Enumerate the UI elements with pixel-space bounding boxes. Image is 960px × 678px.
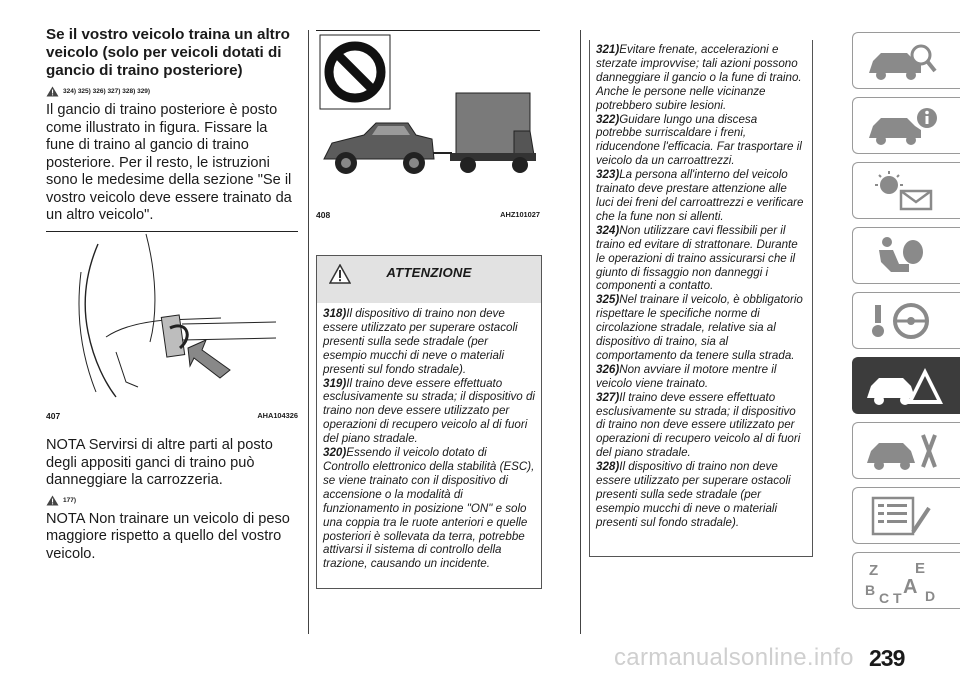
towing-illustration [316,31,540,203]
index-letter-a: A [903,576,918,598]
tab-starting-driving[interactable] [852,292,960,349]
index-letter-c: C [879,590,890,605]
index-letter-z: Z [869,562,879,579]
intro-paragraph: Il gancio di traino posteriore è posto come illustrato in figura. Fissare la fune di traino al gancio di traino posteriore. Per il resto, le istruzioni sono le medesime della sezione "Se il vostro veicolo deve essere trainato da un altro veicolo". [46,102,292,223]
column-divider [308,30,309,634]
page-number: 239 [869,645,905,671]
note-item: 326)Non avviare il motore mentre il veicolo viene trainato. [596,362,777,390]
notes-block [46,437,298,563]
tab-index[interactable] [852,552,960,609]
tab-car-info[interactable] [852,97,960,154]
note-item: 319)Il traino deve essere effettuato esclusivamente su strada; il dispositivo di traino non deve essere utilizzato per operazioni di recupero veicolo al di fuori del piano stradale. [323,376,536,446]
refs-text: 177) [63,496,77,504]
seat-airbag-icon [863,234,943,278]
tab-technical-data[interactable] [852,487,960,544]
warning-triangle-icon [46,86,59,97]
tab-maintenance[interactable] [852,422,960,479]
left-column [46,26,298,225]
warning-notes [317,303,541,571]
note-item: 321)Evitare frenate, accelerazioni e sterzate improvvise; tali azioni possono danneggiare il gancio o la fune di traino. Anche le persone nelle vicinanze potrebbero subire lesioni. [596,43,802,112]
index-letter-e: E [915,560,926,577]
tab-warning-lights[interactable] [852,162,960,219]
car-tools-icon [863,429,943,473]
figure-408-caption [316,210,540,220]
note-item: 322)Guidare lungo una discesa potrebbe surriscaldare i freni, riducendone l'efficacia. Far trasportare il veicolo da un carroattrezzi. [596,112,802,168]
tab-safety[interactable] [852,227,960,284]
chapter-tabs [852,32,960,638]
tab-car-knowledge[interactable] [852,32,960,89]
refs-top [46,86,298,97]
index-letter-b: B [865,582,876,598]
key-steering-wheel-icon [863,299,943,343]
nota-2: NOTA Non trainare un veicolo di peso maggiore rispetto a quello del vostro veicolo. [46,510,290,562]
note-item: 323)La persona all'interno del veicolo trainato deve prestare attenzione alle luci dei freni del carroattrezzi e verificare che la fune non si allenti. [596,168,804,223]
watermark: carmanualsonline.info [614,644,854,671]
note-item: 327)Il traino deve essere effettuato esclusivamente su strada; il dispositivo di traino non deve essere utilizzato per operazioni di recupero veicolo al di fuori del piano stradale. [596,390,801,460]
section-title: Se il vostro veicolo traina un altro veicolo (solo per veicoli dotati di gancio di traino posteriore) [46,26,290,79]
note-item: 318)Il dispositivo di traino non deve essere utilizzato per superare ostacoli presenti sulla sede stradale (per esempio mucchi di neve o materiali presenti sul fondo stradale). [323,307,518,376]
tow-hook-illustration [46,232,298,402]
warning-box [316,255,542,589]
car-emergency-icon [863,364,943,408]
tab-emergency[interactable] [852,357,960,414]
warning-lights-icon [863,169,943,213]
figure-number: 408 [316,210,331,220]
nota-1: NOTA Servirsi di altre parti al posto degli appositi ganci di traino può danneggiare la carrozzeria. [46,437,273,488]
figure-code: AHZ101027 [500,210,540,219]
column-divider [580,30,581,634]
refs-mid [46,495,298,506]
note-item: 320)Essendo il veicolo dotato di Controllo elettronico della stabilità (ESC), se viene trainato con il dispositivo di accensione o la modalità di funzionamento in posizione "ON" e solo una coppia tra le ruote anteriori e quelle posteriori è sollevata da terra, potrebbe attivarsi il sistema di controllo della trazione, causando un incidente. [323,446,535,571]
warning-header [317,256,541,303]
note-item: 328)Il dispositivo di traino non deve essere utilizzato per superare ostacoli presenti sulla sede stradale (per esempio mucchi di neve o materiali presenti sul fondo stradale). [596,460,791,529]
car-magnifier-icon [863,39,943,83]
figure-407-caption [46,411,298,421]
note-item: 324)Non utilizzare cavi flessibili per il traino ed evitare di strattonare. Durante le operazioni di traino assicurarsi che il giunto di fissaggio non danneggi i componenti a contatto. [596,223,798,293]
alphabet-index-icon [863,559,943,605]
warning-notes [590,40,812,530]
note-item: 325)Nel trainare il veicolo, è obbligatorio rispettare le specifiche norme di circolazione stradale, relative sia al dispositivo di traino, sia al comportamento da tenere sulla strada. [596,293,803,362]
car-info-icon [863,104,943,148]
refs-text: 324) 325) 326) 327) 328) 329) [63,88,151,95]
figure-408 [316,30,540,203]
figure-code: AHA104326 [257,411,298,420]
specs-list-icon [863,494,943,538]
warning-title: ATTENZIONE [386,265,472,280]
warning-triangle-icon [46,495,59,506]
figure-number: 407 [46,411,61,421]
figure-407 [46,231,298,402]
warning-box-continued [589,40,813,557]
index-letter-t: T [893,590,902,605]
index-letter-d: D [925,588,936,604]
